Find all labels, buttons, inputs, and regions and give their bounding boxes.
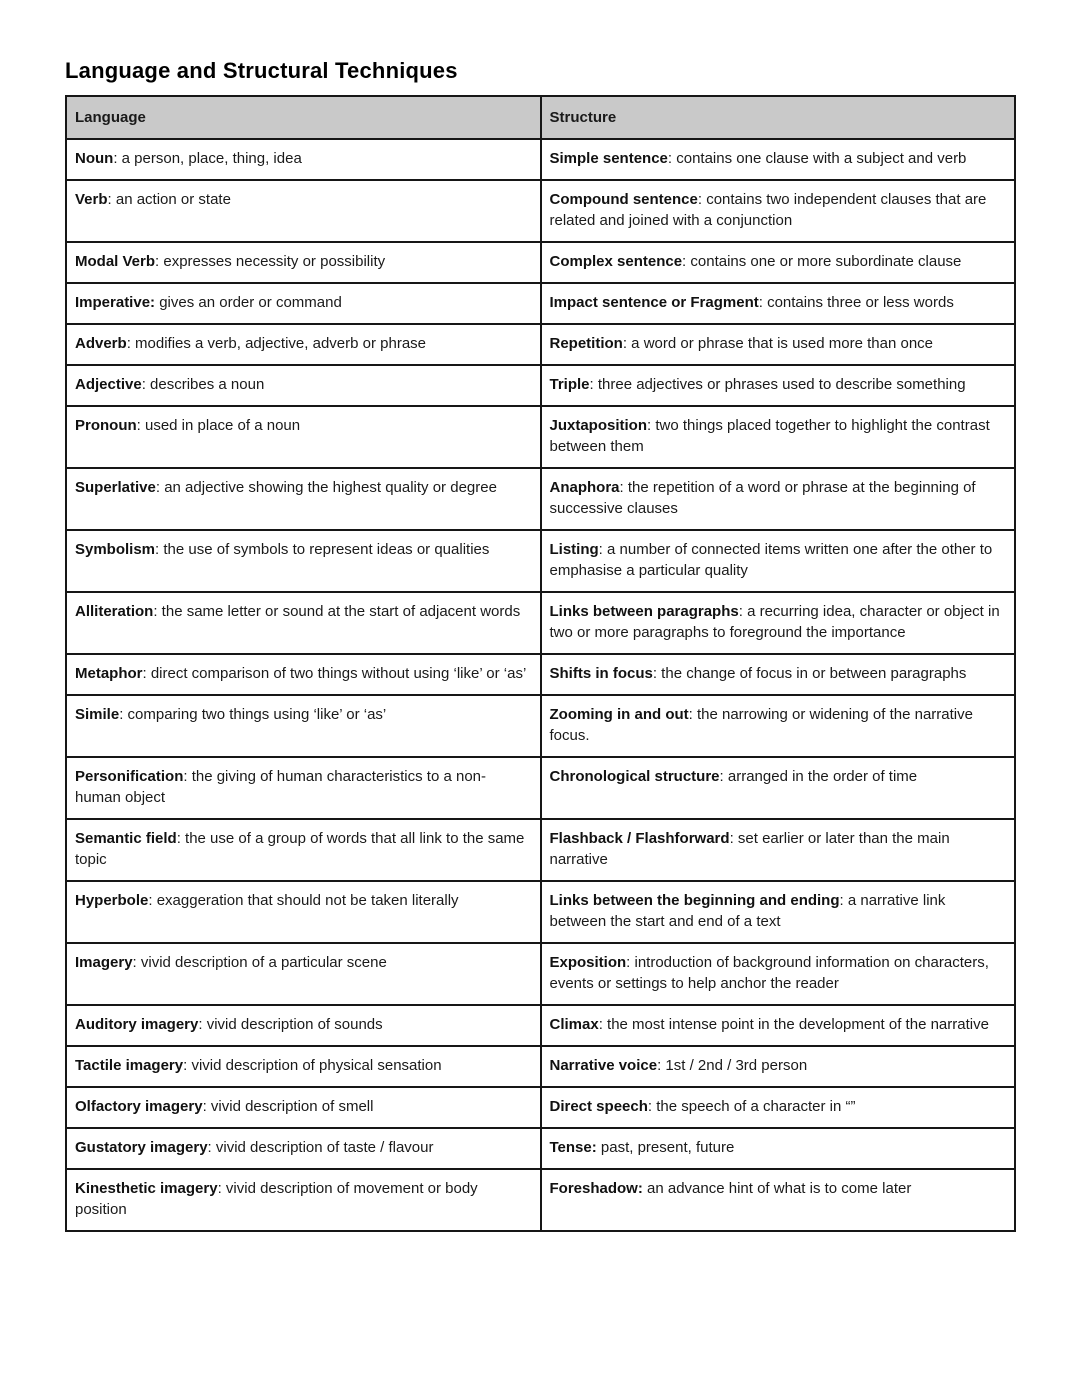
technique-term: Impact sentence or Fragment [549,294,759,311]
technique-term: Hyperbole [75,892,149,909]
structure-cell [541,324,1016,365]
column-header-language: Language [66,96,541,139]
technique-term: Personification [75,768,184,785]
technique-definition: : vivid description of a particular scene [132,954,387,971]
technique-term: Narrative voice [549,1057,658,1074]
technique-term: Shifts in focus [549,665,653,682]
language-cell [66,695,541,757]
technique-definition: : vivid description of physical sensation [183,1057,442,1074]
technique-term: Imperative: [75,294,156,311]
language-cell [66,1046,541,1087]
technique-definition: : the repetition of a word or phrase at the beginning of successive clauses [549,479,976,517]
technique-definition: : used in place of a noun [136,417,301,434]
table-row [66,530,1015,592]
structure-cell [541,468,1016,530]
technique-term: Verb [75,191,108,208]
language-cell [66,757,541,819]
technique-term: Complex sentence [549,253,683,270]
table-row [66,468,1015,530]
technique-definition: : the speech of a character in “” [647,1098,856,1115]
language-cell [66,242,541,283]
language-cell [66,180,541,242]
structure-cell [541,1169,1016,1231]
technique-term: Listing [549,541,599,558]
table-row [66,242,1015,283]
technique-term: Juxtaposition [549,417,648,434]
structure-cell [541,406,1016,468]
technique-term: Simple sentence [549,150,668,167]
table-row [66,881,1015,943]
technique-term: Repetition [549,335,623,352]
table-row [66,1169,1015,1231]
table-row [66,654,1015,695]
technique-definition: : set earlier or later than the main narrative [549,830,950,868]
structure-cell [541,242,1016,283]
structure-cell [541,1046,1016,1087]
table-row [66,139,1015,180]
table-row [66,695,1015,757]
language-cell [66,139,541,180]
technique-definition: : a narrative link between the start and end of a text [549,892,946,930]
technique-term: Modal Verb [75,253,156,270]
technique-definition: : contains two independent clauses that are related and joined with a conjunction [549,191,987,229]
language-cell [66,1128,541,1169]
table-header-row [66,96,1015,139]
structure-cell [541,757,1016,819]
technique-definition: : an action or state [107,191,231,208]
technique-definition: : the same letter or sound at the start of adjacent words [153,603,521,620]
technique-definition: : a person, place, thing, idea [113,150,302,167]
table-row [66,592,1015,654]
technique-term: Semantic field [75,830,177,847]
language-cell [66,1169,541,1231]
table-row [66,283,1015,324]
technique-term: Olfactory imagery [75,1098,203,1115]
structure-cell [541,819,1016,881]
technique-definition: : the narrowing or widening of the narrative focus. [549,706,973,744]
structure-cell [541,592,1016,654]
technique-definition: : the change of focus in or between paragraphs [652,665,967,682]
table-row [66,1087,1015,1128]
table-row [66,365,1015,406]
structure-cell [541,1005,1016,1046]
technique-term: Auditory imagery [75,1016,199,1033]
technique-term: Anaphora [549,479,620,496]
technique-term: Chronological structure [549,768,720,785]
technique-definition: : two things placed together to highlight the contrast between them [549,417,990,455]
technique-term: Adjective [75,376,142,393]
structure-cell [541,881,1016,943]
technique-term: Simile [75,706,120,723]
technique-definition: : contains one clause with a subject and verb [667,150,967,167]
table-row [66,1005,1015,1046]
table-row [66,1128,1015,1169]
structure-cell [541,695,1016,757]
technique-definition: : vivid description of movement or body position [75,1180,478,1218]
technique-definition: : a recurring idea, character or object in two or more paragraphs to foreground the importance [549,603,1000,641]
structure-cell [541,530,1016,592]
technique-definition: : the most intense point in the development of the narrative [598,1016,989,1033]
technique-term: Compound sentence [549,191,698,208]
technique-term: Links between the beginning and ending [549,892,840,909]
language-cell [66,654,541,695]
table-row [66,324,1015,365]
technique-term: Links between paragraphs [549,603,739,620]
technique-definition: : three adjectives or phrases used to describe something [589,376,966,393]
technique-definition: gives an order or command [155,294,342,311]
table-row [66,1046,1015,1087]
technique-term: Noun [75,150,114,167]
structure-cell [541,365,1016,406]
technique-definition: : arranged in the order of time [719,768,918,785]
technique-term: Triple [549,376,590,393]
technique-definition: : the use of a group of words that all link to the same topic [75,830,525,868]
structure-cell [541,180,1016,242]
technique-term: Foreshadow: [549,1180,643,1197]
technique-term: Flashback / Flashforward [549,830,730,847]
techniques-table [65,95,1016,1232]
language-cell [66,324,541,365]
technique-definition: : direct comparison of two things without using ‘like’ or ‘as’ [142,665,527,682]
language-cell [66,881,541,943]
language-cell [66,365,541,406]
technique-definition: : modifies a verb, adjective, adverb or phrase [126,335,427,352]
technique-definition: : the giving of human characteristics to a non-human object [75,768,487,806]
technique-term: Superlative [75,479,156,496]
language-cell [66,283,541,324]
language-cell [66,1005,541,1046]
language-cell [66,1087,541,1128]
structure-cell [541,139,1016,180]
structure-cell [541,1087,1016,1128]
technique-definition: : exaggeration that should not be taken literally [148,892,459,909]
technique-definition: : the use of symbols to represent ideas or qualities [155,541,490,558]
table-body [66,139,1015,1231]
technique-definition: : 1st / 2nd / 3rd person [657,1057,808,1074]
table-row [66,180,1015,242]
language-cell [66,406,541,468]
technique-definition: an advance hint of what is to come later [642,1180,912,1197]
page-title: Language and Structural Techniques [65,58,458,83]
technique-definition: past, present, future [596,1139,735,1156]
technique-term: Pronoun [75,417,137,434]
technique-term: Adverb [75,335,127,352]
structure-cell [541,654,1016,695]
language-cell [66,530,541,592]
technique-definition: : introduction of background information on characters, events or settings to help anchor the reader [549,954,989,992]
technique-term: Exposition [549,954,627,971]
technique-term: Metaphor [75,665,143,682]
technique-definition: : contains three or less words [758,294,954,311]
language-cell [66,819,541,881]
technique-term: Direct speech [549,1098,648,1115]
technique-term: Gustatory imagery [75,1139,208,1156]
technique-definition: : expresses necessity or possibility [155,253,386,270]
technique-definition: : contains one or more subordinate clause [682,253,962,270]
technique-definition: : a word or phrase that is used more than once [622,335,934,352]
technique-term: Tense: [549,1139,597,1156]
table-row [66,757,1015,819]
technique-term: Symbolism [75,541,156,558]
technique-term: Imagery [75,954,133,971]
technique-term: Climax [549,1016,599,1033]
language-cell [66,592,541,654]
technique-term: Alliteration [75,603,154,620]
technique-term: Zooming in and out [549,706,689,723]
technique-definition: : comparing two things using ‘like’ or ‘as’ [119,706,387,723]
language-cell [66,943,541,1005]
column-header-structure: Structure [541,96,1016,139]
technique-definition: : vivid description of sounds [198,1016,383,1033]
technique-definition: : describes a noun [141,376,265,393]
technique-definition: : an adjective showing the highest quality or degree [155,479,497,496]
technique-definition: : a number of connected items written one after the other to emphasise a particular quality [549,541,993,579]
technique-definition: : vivid description of taste / flavour [207,1139,434,1156]
language-cell [66,468,541,530]
structure-cell [541,283,1016,324]
structure-cell [541,943,1016,1005]
technique-term: Tactile imagery [75,1057,184,1074]
table-row [66,406,1015,468]
structure-cell [541,1128,1016,1169]
table-row [66,819,1015,881]
technique-definition: : vivid description of smell [202,1098,374,1115]
table-row [66,943,1015,1005]
technique-term: Kinesthetic imagery [75,1180,218,1197]
